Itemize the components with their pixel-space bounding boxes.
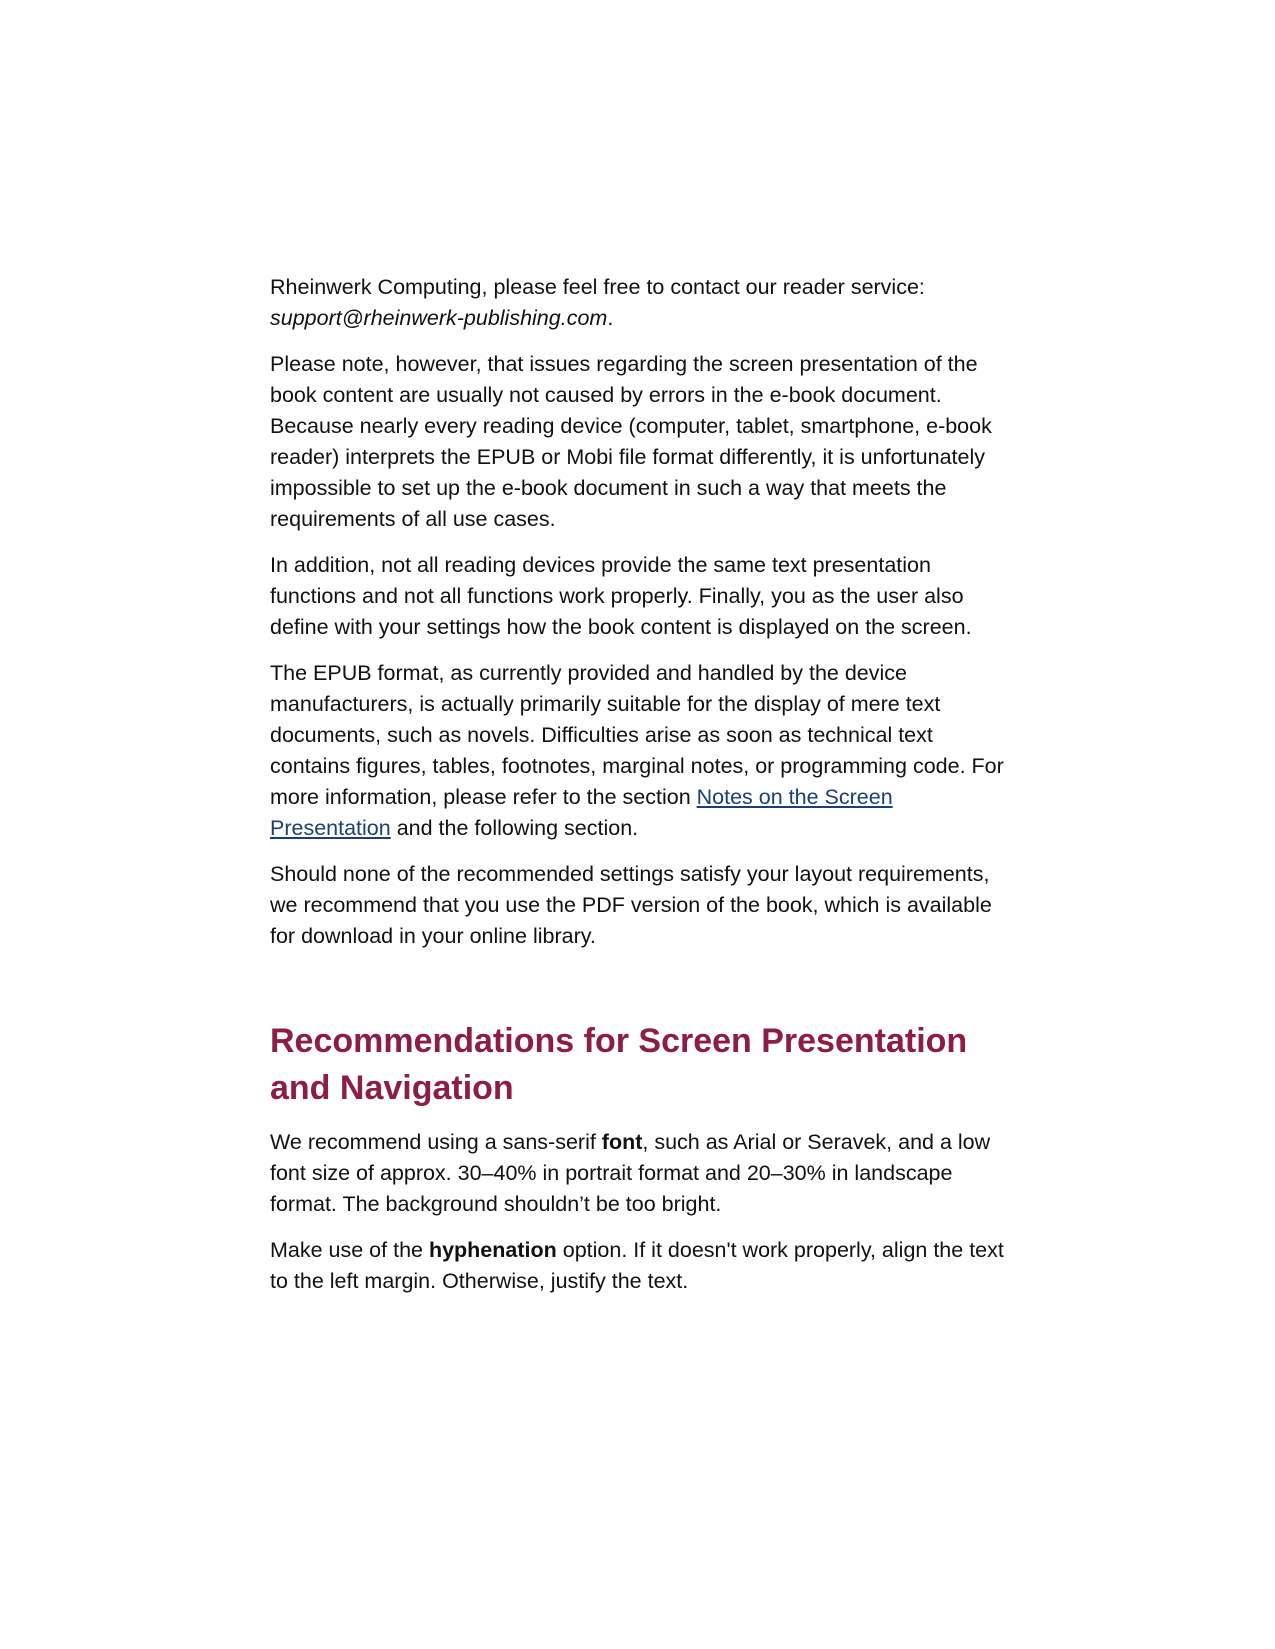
- paragraph-epub-format: [270, 658, 1005, 844]
- intro-paragraph: [270, 272, 1005, 334]
- font-text-after: , such as Arial or Seravek, and a low font size of approx. 30–40% in portrait format and 20–30% in landscape format. The background shouldn’t be too bright.: [270, 1130, 991, 1216]
- epub-text-before-link: The EPUB format, as currently provided and handled by the device manufacturers, is actually primarily suitable for the display of mere text documents, such as novels. Difficulties arise as soon as technical text contains figures, tables, footnotes, marginal notes, or programming code. For more information, please refer to the section: [270, 661, 1004, 809]
- section-heading: Recommendations for Screen Presentation and Navigation: [270, 1022, 968, 1107]
- paragraph-device-functions: In addition, not all reading devices provide the same text presentation functions and not all functions work properly. Finally, you as the user also define with your settings how the book content is displayed on the screen.: [270, 553, 972, 639]
- hyphenation-text-after: option. If it doesn't work properly, align the text to the left margin. Otherwise, justify the text.: [270, 1238, 1004, 1293]
- epub-text-after-link: and the following section.: [390, 816, 639, 840]
- paragraph-pdf-version: Should none of the recommended settings satisfy your layout requirements, we recommend that you use the PDF version of the book, which is available for download in your online library.: [270, 862, 992, 948]
- intro-email-suffix: .: [607, 306, 614, 330]
- font-bold-term: font: [601, 1130, 643, 1154]
- document-page: [270, 272, 1005, 1312]
- paragraph-hyphenation: [270, 1235, 1005, 1297]
- paragraph-screen-issues: Please note, however, that issues regarding the screen presentation of the book content are usually not caused by errors in the e-book document. Because nearly every reading device (computer, tablet, smartphone, e-book reader) interprets the EPUB or Mobi file format differently, it is unfortunately impossible to set up the e-book document in such a way that meets the requirements of all use cases.: [270, 352, 992, 531]
- notes-on-screen-presentation-link[interactable]: Notes on the Screen Presentation: [270, 785, 893, 840]
- hyphenation-text-before: Make use of the: [270, 1238, 429, 1262]
- paragraph-font-recommendation: [270, 1127, 1005, 1220]
- support-email: support@rheinwerk-publishing.com: [270, 306, 608, 330]
- intro-text: Rheinwerk Computing, please feel free to contact our reader service:: [270, 275, 925, 299]
- font-text-before: We recommend using a sans-serif: [270, 1130, 602, 1154]
- hyphenation-bold-term: hyphenation: [428, 1238, 557, 1262]
